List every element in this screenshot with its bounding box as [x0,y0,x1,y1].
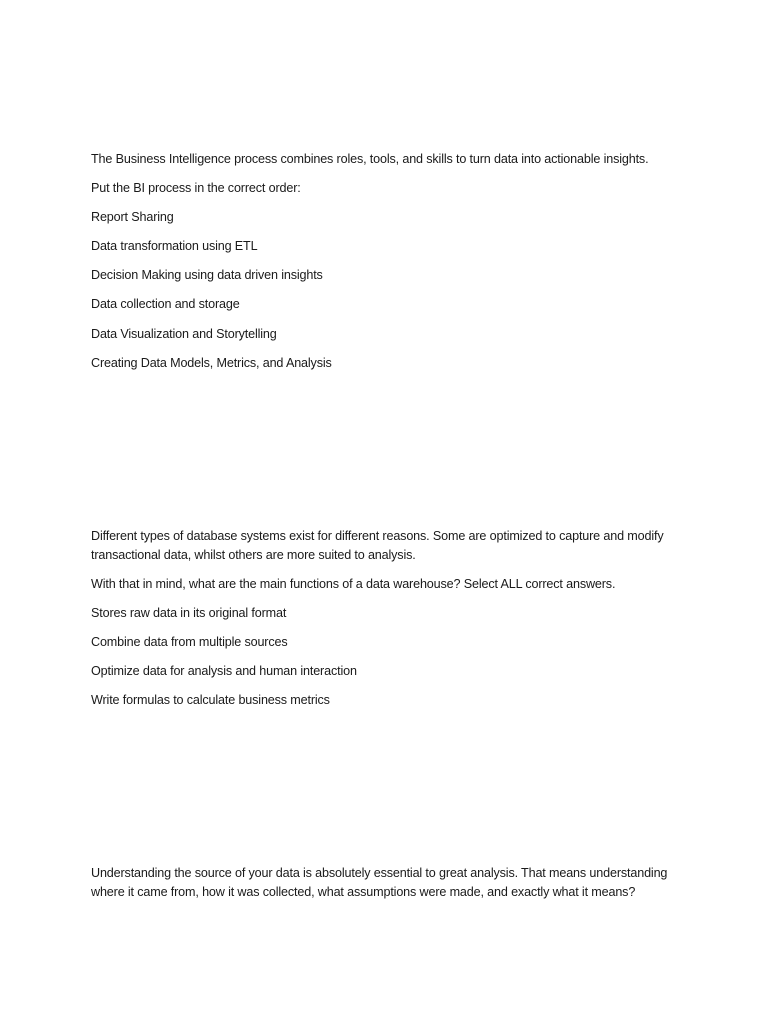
question-data-warehouse-functions [91,527,681,709]
option-item: Creating Data Models, Metrics, and Analysis [91,355,332,370]
question-data-source [91,864,681,901]
question-bi-process-order [91,150,681,372]
question-intro-text: The Business Intelligence process combines roles, tools, and skills to turn data into actionable insights. [91,152,649,166]
question-prompt-text: Put the BI process in the correct order: [91,181,301,196]
option-item: Report Sharing [91,210,174,225]
option-item: Data Visualization and Storytelling [91,326,277,341]
option-item: Combine data from multiple sources [91,634,288,649]
option-item: Stores raw data in its original format [91,605,287,620]
option-item: Optimize data for analysis and human interaction [91,663,357,678]
option-item: Decision Making using data driven insights [91,268,323,283]
question-intro-text: Understanding the source of your data is absolutely essential to great analysis. That means understanding where it came from, how it was collected, what assumptions were made, and exactly what it means? [91,866,668,899]
option-item: Data transformation using ETL [91,239,258,254]
question-intro-text: Different types of database systems exist for different reasons. Some are optimized to capture and modify transactional data, whilst others are more suited to analysis. [91,529,664,562]
question-prompt-text: With that in mind, what are the main functions of a data warehouse? Select ALL correct answers. [91,576,616,591]
option-item: Write formulas to calculate business metrics [91,692,330,707]
option-item: Data collection and storage [91,297,240,312]
